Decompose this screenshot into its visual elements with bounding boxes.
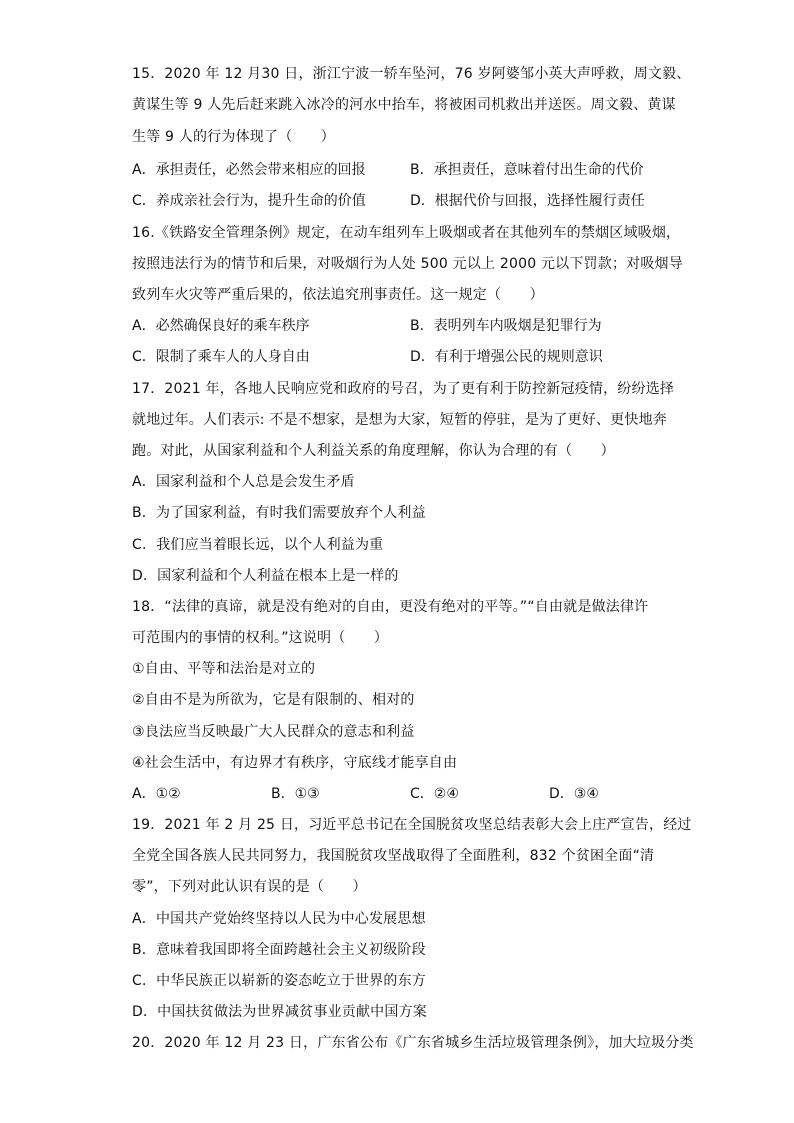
option-a[interactable]: A．承担责任，必然会带来相应的回报 [132,162,366,178]
question-stem-line: 零”，下列对此认识有误的是（ ） [132,879,367,895]
question-stem-line: 可范围内的事情的权利。”这说明（ ） [132,630,389,646]
option-c[interactable]: C．限制了乘车人的人身自由 [132,349,310,365]
option-a[interactable]: A．①② [132,786,181,802]
option-b[interactable]: B．承担责任，意味着付出生命的代价 [410,162,644,178]
question-stem-line: 17．2021 年，各地人民响应党和政府的号召，为了更有利于防控新冠疫情，纷纷选择 [132,381,675,397]
question-stem-line: 就地过年。人们表示: 不是不想家，是想为大家，短暂的停驻，是为了更好、更快地奔 [132,412,667,428]
option-a[interactable]: A．国家利益和个人总是会发生矛盾 [132,474,355,490]
question-stem-line: 跑。对此，从国家利益和个人利益关系的角度理解，你认为合理的有（ ） [132,443,615,459]
statement-3: ③良法应当反映最广大人民群众的意志和利益 [132,724,415,740]
option-c[interactable]: C．②④ [410,786,459,802]
question-stem-line: 15．2020 年 12 月30 日，浙江宁波一轿车坠河，76 岁阿婆邹小英大声呼救，周文毅、 [132,66,691,82]
question-stem-line: 18．“法律的真谛，就是没有绝对的自由，更没有绝对的平等。”“自由就是做法律许 [132,599,649,615]
question-stem-line: 生等 9 人的行为体现了（ ） [132,129,336,145]
option-c[interactable]: C．养成亲社会行为，提升生命的价值 [132,193,366,209]
option-a[interactable]: A．必然确保良好的乘车秩序 [132,318,310,334]
option-a[interactable]: A．中国共产党始终坚持以人民为中心发展思想 [132,911,426,927]
option-c[interactable]: C．我们应当着眼长远，以个人利益为重 [132,537,384,553]
option-d[interactable]: D．根据代价与回报，选择性履行责任 [410,193,645,209]
statement-1: ①自由、平等和法治是对立的 [132,661,316,677]
question-stem-line: 按照违法行为的情节和后果，对吸烟行为人处 500 元以上 2000 元以下罚款；对吸烟导 [132,256,683,272]
option-d[interactable]: D．有利于增强公民的规则意识 [410,349,603,365]
option-b[interactable]: B．①③ [271,786,320,802]
question-stem-line: 黄谋生等 9 人先后赶来跳入冰冷的河水中抬车，将被困司机救出并送医。周文毅、黄谋 [132,97,676,113]
question-stem-line: 20．2020 年 12 月 23 日，广东省公布《广东省城乡生活垃圾管理条例》，加大垃圾分类 [132,1035,694,1051]
option-d[interactable]: D．国家利益和个人利益在根本上是一样的 [132,568,399,584]
option-b[interactable]: B．意味着我国即将全面跨越社会主义初级阶段 [132,942,426,958]
option-d[interactable]: D．中国扶贫做法为世界减贫事业贡献中国方案 [132,1004,427,1020]
option-b[interactable]: B．表明列车内吸烟是犯罪行为 [410,318,602,334]
question-stem-line: 16.《铁路安全管理条例》规定，在动车组列车上吸烟或者在其他列车的禁烟区域吸烟， [132,225,681,241]
option-c[interactable]: C．中华民族正以崭新的姿态屹立于世界的东方 [132,973,426,989]
question-stem-line: 全党全国各族人民共同努力，我国脱贫攻坚战取得了全面胜利，832 个贫困全面“清 [132,848,655,864]
option-b[interactable]: B．为了国家利益，有时我们需要放弃个人利益 [132,505,426,521]
statement-2: ②自由不是为所欲为，它是有限制的、相对的 [132,692,415,708]
question-stem-line: 致列车火灾等严重后果的，依法追究刑事责任。这一规定（ ） [132,287,544,303]
option-d[interactable]: D．③④ [549,786,599,802]
statement-4: ④社会生活中，有边界才有秩序，守底线才能享自由 [132,755,458,771]
question-stem-line: 19．2021 年 2 月 25 日，习近平总书记在全国脱贫攻坚总结表彰大会上庄严宣告，经过 [132,817,692,833]
